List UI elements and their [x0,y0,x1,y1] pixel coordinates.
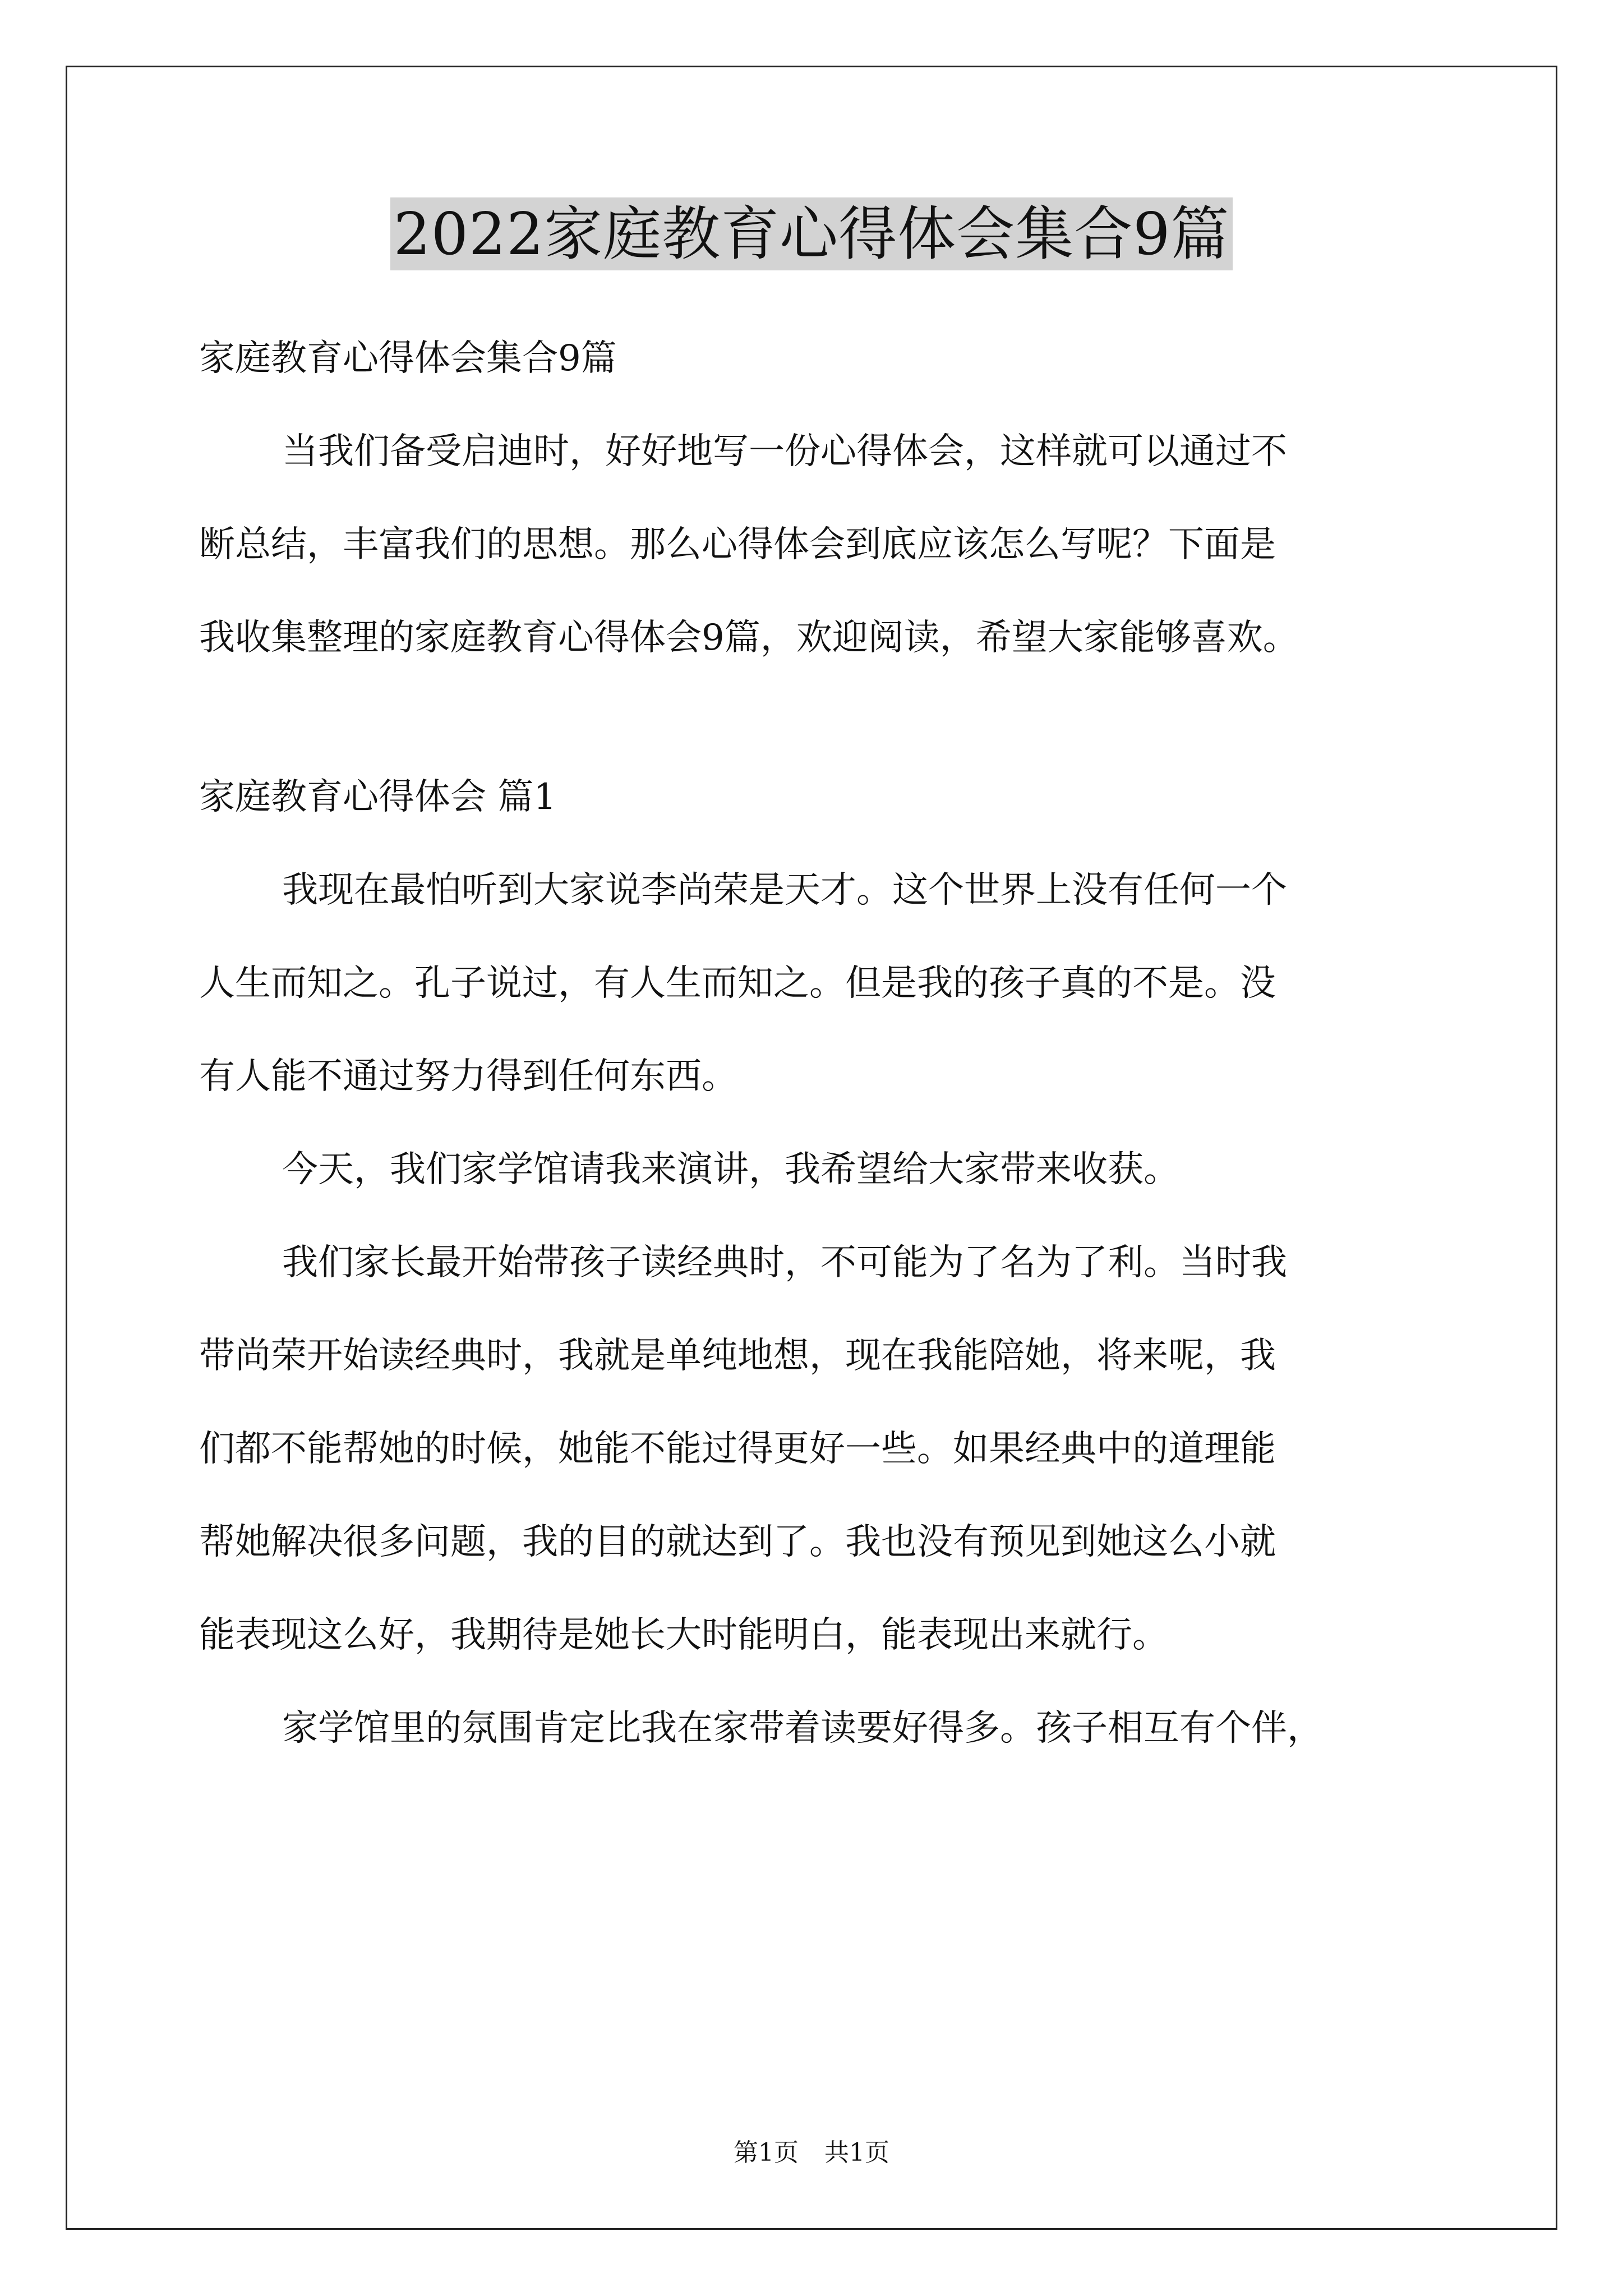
intro-line: 当我们备受启迪时，好好地写一份心得体会，这样就可以通过不 [282,431,1287,472]
title-container [0,197,1623,270]
section-gap [199,684,1433,751]
paragraph-line: 今天，我们家学馆请我来演讲，我希望给大家带来收获。 [282,1149,1179,1190]
paragraph-line: 人生而知之。孔子说过，有人生而知之。但是我的孩子真的不是。没 [199,963,1276,1004]
paragraph-line: 能表现这么好，我期待是她长大时能明白，能表现出来就行。 [199,1614,1168,1656]
intro-line: 我收集整理的家庭教育心得体会9篇，欢迎阅读，希望大家能够喜欢。 [199,617,1299,659]
page-footer [0,2137,1623,2169]
section-heading: 家庭教育心得体会 篇1 [199,776,557,818]
page-number: 第1页 [734,2138,799,2167]
paragraph-line: 帮她解决很多问题，我的目的就达到了。我也没有预见到她这么小就 [199,1521,1276,1563]
paragraph-line: 我们家长最开始带孩子读经典时，不可能为了名为了利。当时我 [282,1242,1287,1283]
paragraph-line: 家学馆里的氛围肯定比我在家带着读要好得多。孩子相互有个伴， [282,1708,1323,1749]
intro-line: 断总结，丰富我们的思想。那么心得体会到底应该怎么写呢？下面是 [199,524,1276,565]
paragraph-line: 有人能不通过努力得到任何东西。 [199,1056,737,1097]
paragraph-line: 我现在最怕听到大家说李尚荣是天才。这个世界上没有任何一个 [282,869,1287,911]
page-total: 共1页 [824,2138,889,2167]
document-subtitle: 家庭教育心得体会集合9篇 [199,338,617,379]
document-body [199,312,1433,1775]
paragraph-line: 们都不能帮她的时候，她能不能过得更好一些。如果经典中的道理能 [199,1428,1276,1470]
paragraph-line: 带尚荣开始读经典时，我就是单纯地想，现在我能陪她，将来呢，我 [199,1335,1276,1377]
document-title: 2022家庭教育心得体会集合9篇 [390,197,1233,270]
